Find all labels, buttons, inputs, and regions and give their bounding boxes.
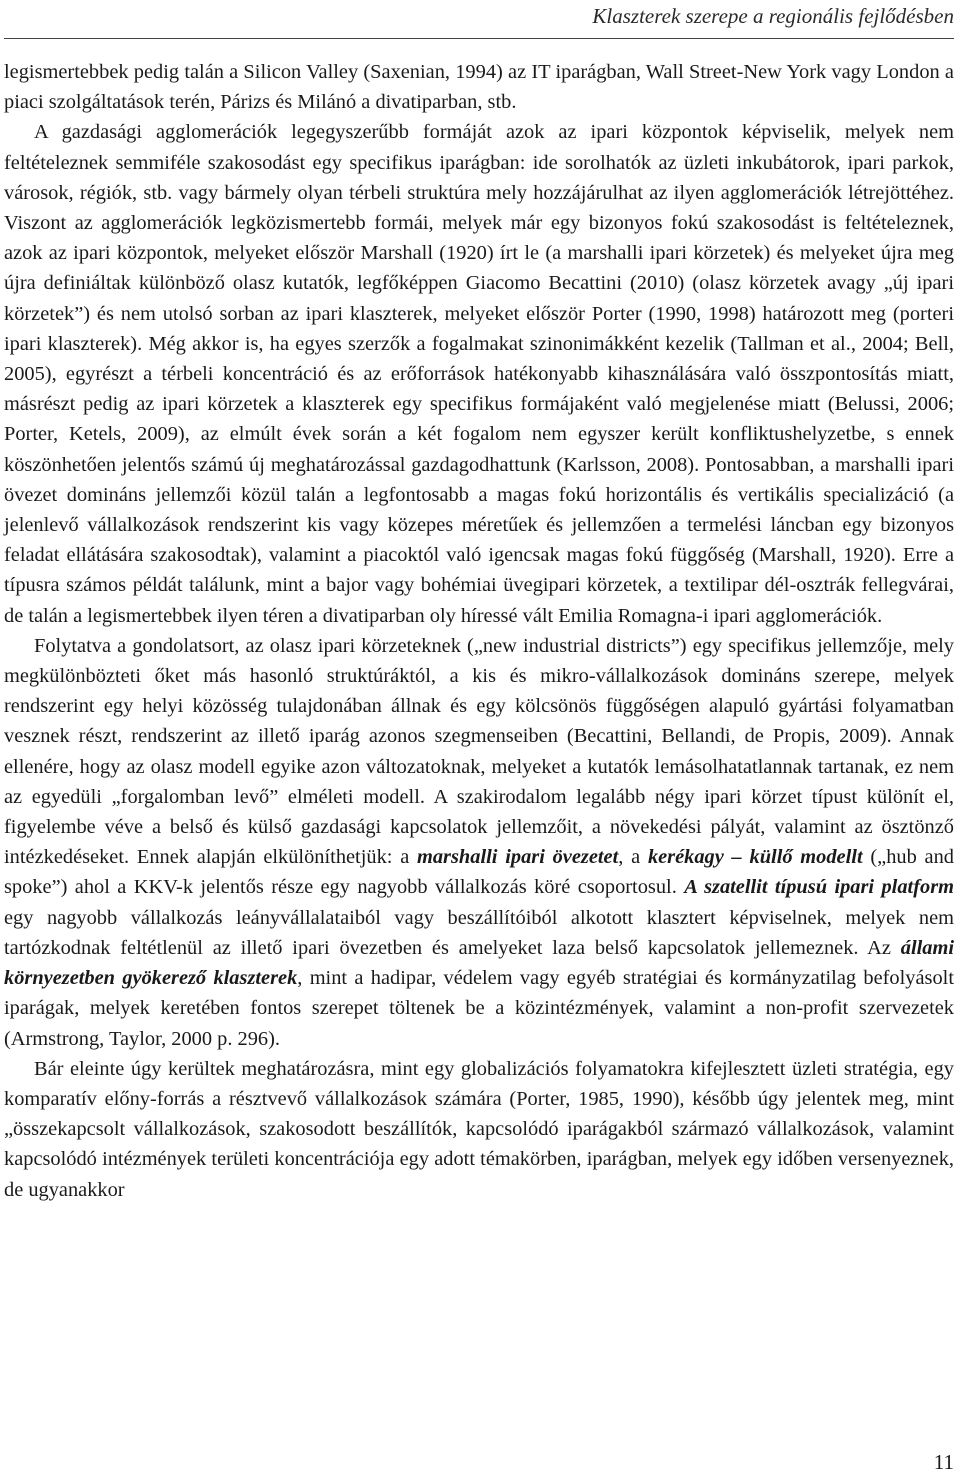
paragraph-3-text: egy nagyobb vállalkozás leányvállalataiból vagy beszállítóiból alkotott klasztert képviselnek, melyek nem tartózkodnak feltétlenül az illető ipari övezetben és amelyeket laza belső kapcsolatok jellemeznek. Az xyxy=(4,906,954,959)
paragraph-3-text: („hub and spoke”) ahol a KKV-k jelentős része egy nagyobb vállalkozás köré csoportosul. xyxy=(4,846,954,899)
paragraph-4: Bár eleinte úgy kerültek meghatározásra, mint egy globalizációs folyamatokra kifejlesztett üzleti stratégia, egy komparatív előny-forrás a résztvevő vállalkozások számára (Porter, 1985, 1990), később úgy jelentek meg, mint „összekapcsolt vállalkozások, szakosodott beszállítók, kapcsolódó iparágakból származó vállalkozások, valamint kapcsolódó intézmények területi koncentrációja egy adott témakörben, iparágban, melyek egy időben versenyeznek, de ugyanakkor xyxy=(4,1057,954,1201)
running-header: Klaszterek szerepe a regionális fejlődésben xyxy=(592,4,954,28)
term-allami-klaszterek: állami környezetben gyökerező klaszterek xyxy=(4,936,954,990)
term-szatellit-ipari-platform: A szatellit típusú ipari platform xyxy=(684,876,954,899)
paragraph-2: A gazdasági agglomerációk legegyszerűbb formáját azok az ipari központok képviselik, melyek nem feltételeznek semmiféle szakosodást egy specifikus iparágban: ide sorolhatók az üzleti inkubátorok, ipari parkok, városok, régiók, stb. vagy bármely olyan térbeli struktúra mely hozzájárulhat az ilyen agglomerációk létrejöttéhez. Viszont az agglomerációk legközismertebb formái, melyek már egy bizonyos fokú szakosodást is feltételeznek, azok az ipari központok, melyeket először Marshall (1920) írt le (a marshalli ipari körzetek) és melyeket újra meg újra definiáltak különböző olasz kutatók, legfőképpen Giacomo Becattini (2010) (olasz körzetek avagy „új ipari körzetek”) és nem utolsó sorban az ipari klaszterek, melyeket először Porter (1990, 1998) határozott meg (porteri ipari klaszterek). Még akkor is, ha egyes szerzők a fogalmakat szinonimákként kezelik (Tallman et al., 2004; Bell, 2005), egyrészt a térbeli koncentráció és az erőforrások hatékonyabb kihasználására való összpontosítás miatt, másrészt pedig az ipari körzetek a klaszterek egy specifikus formájaként való megjelenése miatt (Belussi, 2006; Porter, Ketels, 2009), az elmúlt évek során a két fogalom nem egyszer került konfliktushelyzetbe, s ennek köszönhetően jelentős számú új meghatározással gazdagodhattunk (Karlsson, 2008). Pontosabban, a marshalli ipari övezet domináns jellemzői közül talán a legfontosabb a magas fokú horizontális és vertikális specializáció (a jelenlevő vállalkozások rendszerint kis vagy közepes méretűek és jellemzően a termelési láncban egy bizonyos feladat ellátására szakosodtak), valamint a piacoktól való igencsak magas fokú függőség (Marshall, 1920). Erre a típusra számos példát találunk, mint a bajor vagy bohémiai üvegipari körzetek, a textilipar dél-osztrák fellegvárai, de talán a legismertebbek ilyen téren a divatiparban oly híressé vált Emilia Romagna-i ipari agglomerációk. xyxy=(4,121,954,627)
paragraph-3 xyxy=(4,631,954,1054)
term-kerekagy-kullo-modell: kerékagy – küllő modellt xyxy=(647,846,863,869)
body-text xyxy=(4,57,954,1205)
paragraph-3-text: , mint a hadipar, védelem vagy egyéb stratégiai és kormányzatilag befolyásolt iparágak, melyek keretében fontos szerepet töltenek be a közintézmények, valamint a non-profit szervezetek (Armstrong, Taylor, 2000 p. 296). xyxy=(4,967,954,1050)
paragraph-1: legismertebbek pedig talán a Silicon Valley (Saxenian, 1994) az IT iparágban, Wall Street-New York vagy London a piaci szolgáltatások terén, Párizs és Milánó a divatiparban, stb. xyxy=(4,61,954,114)
paragraph-3-text: , a xyxy=(618,846,648,869)
header-divider xyxy=(4,38,954,39)
term-marshalli-ipari-ovezet: marshalli ipari övezetet xyxy=(417,846,619,869)
paragraph-3-text: Folytatva a gondolatsort, az olasz ipari körzeteknek („new industrial districts”) egy specifikus jellemzője, mely megkülönbözteti őket más hasonló struktúráktól, a kis és mikro-vállalkozások domináns szerepe, melyek rendszerint egy helyi közösség tulajdonában állnak és egy kölcsönös függőségen alapuló gyártási folyamatban vesznek részt, rendszerint az illető iparág azonos szegmenseiben (Becattini, Bellandi, de Propis, 2009). Annak ellenére, hogy az olasz modell egyike azon változatoknak, melyeket a kutatók lemásolhatatlannak tartanak, ez nem az egyedüli „forgalomban levő” elméleti modell. A szakirodalom legalább négy ipari körzet típust különít el, figyelembe véve a belső és külső gazdasági kapcsolatok jellemzőit, a növekedési pályát, valamint az ösztönző intézkedéseket. Ennek alapján elkülöníthetjük: a xyxy=(4,634,954,869)
page-number: 11 xyxy=(933,1450,954,1474)
